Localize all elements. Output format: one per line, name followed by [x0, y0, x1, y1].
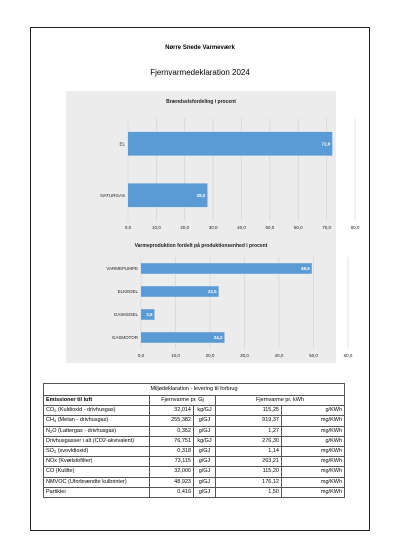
- emission-name: [44, 446, 150, 456]
- value-per-gj: 32,014: [150, 406, 194, 416]
- value-per-kwh: 919,37: [216, 416, 282, 426]
- emission-name-text: CO: [46, 407, 55, 414]
- production-chart-bar: [141, 332, 224, 343]
- emission-name: [44, 467, 150, 477]
- production-chart-tick-label: 30,0: [240, 353, 249, 358]
- table-row: [44, 436, 345, 446]
- fuel-distribution-chart: [66, 91, 360, 241]
- value-per-gj: 32,000: [150, 467, 194, 477]
- production-chart-title: Varmeproduktion fordelt på produktionsenhed i procent: [134, 243, 268, 249]
- fuel-chart-data-label: 28,0: [196, 192, 206, 198]
- unit-per-gj: kg/GJ: [194, 436, 216, 446]
- value-per-kwh: 176,12: [216, 477, 282, 487]
- unit-per-kwh: mg/KWh: [282, 457, 345, 467]
- fuel-chart-bar: [128, 132, 332, 156]
- production-chart-category-label: ELKEDEL: [117, 289, 138, 295]
- emissions-table: [43, 383, 345, 498]
- value-per-kwh: 263,21: [216, 457, 282, 467]
- fuel-chart-title: Brændselsfordeling i procent: [166, 99, 236, 105]
- value-per-gj: 255,382: [150, 416, 194, 426]
- value-per-kwh: 276,30: [216, 436, 282, 446]
- value-per-kwh: 1,27: [216, 426, 282, 436]
- table-row: [44, 467, 345, 477]
- emission-name-subscript: 2: [53, 449, 57, 455]
- unit-per-kwh: mg/KWh: [282, 416, 345, 426]
- table-row: [44, 487, 345, 497]
- unit-per-gj: g/GJ: [194, 457, 216, 467]
- value-per-kwh: 1,14: [216, 446, 282, 456]
- value-per-kwh: 115,20: [216, 467, 282, 477]
- emission-name-subscript: 2: [49, 428, 53, 434]
- production-chart-data-label: 3,9: [146, 312, 153, 318]
- value-per-gj: 0,352: [150, 426, 194, 436]
- value-per-kwh: 115,25: [216, 406, 282, 416]
- emission-name-text-rest: O (Lattergas - drivhusgas): [52, 427, 117, 434]
- production-chart-tick-label: 60,0: [343, 353, 353, 358]
- unit-per-kwh: g/KWh: [282, 436, 345, 446]
- production-chart-bar: [141, 263, 312, 274]
- value-per-kwh: 1,50: [216, 487, 282, 497]
- emission-name-text: Partikler: [46, 488, 67, 495]
- production-chart-data-label: 24,2: [213, 335, 223, 341]
- emission-name-text: N: [46, 427, 50, 434]
- fuel-chart-tick-label: 70,0: [322, 225, 332, 230]
- production-chart-category-label: GASKEDEL: [113, 312, 138, 318]
- emission-name: [44, 487, 150, 497]
- emission-name: [44, 436, 150, 446]
- unit-per-gj: g/GJ: [194, 416, 216, 426]
- fuel-distribution-chart-svg: [66, 91, 360, 241]
- fuel-chart-category-label: NATURGAS: [100, 192, 125, 198]
- table-row: [44, 426, 345, 436]
- document-title: Fjernvarmedeklaration 2024: [150, 68, 250, 77]
- value-per-gj: 73,115: [150, 457, 194, 467]
- unit-per-gj: g/GJ: [194, 487, 216, 497]
- production-chart-data-label: 49,5: [301, 266, 310, 272]
- production-chart-tick-label: 10,0: [171, 353, 180, 358]
- production-chart-tick-label: 40,0: [274, 353, 284, 358]
- emission-name-text: NOx (Kvælstofilter): [46, 458, 93, 465]
- production-chart-tick-label: 50,0: [309, 353, 318, 358]
- table-row: [44, 457, 345, 467]
- fuel-chart-category-label: EL: [119, 141, 125, 147]
- unit-per-gj: g/GJ: [194, 426, 216, 436]
- emission-name: [44, 477, 150, 487]
- production-chart-data-label: 22,5: [207, 289, 217, 295]
- production-chart-category-label: GASMOTOR: [111, 335, 138, 341]
- emission-name: [44, 457, 150, 467]
- table-header-row: [44, 396, 345, 406]
- value-per-gj: 48,923: [150, 477, 194, 487]
- emission-name-subscript: 4: [53, 418, 57, 424]
- header-emissions: Emissioner til luft: [44, 396, 150, 406]
- unit-per-kwh: mg/KWh: [282, 467, 345, 477]
- value-per-gj: 0,416: [150, 487, 194, 497]
- unit-per-kwh: mg/KWh: [282, 477, 345, 487]
- fuel-chart-tick-label: 20,0: [180, 225, 190, 230]
- value-per-gj: 76,751: [150, 436, 194, 446]
- declaration-page: [30, 27, 370, 531]
- unit-per-kwh: mg/KWh: [282, 426, 345, 436]
- production-chart-category-label: VARMEPUMPE: [106, 266, 138, 272]
- fuel-chart-tick-label: 60,0: [293, 225, 303, 230]
- unit-per-gj: g/GJ: [194, 446, 216, 456]
- unit-per-kwh: g/KWh: [282, 406, 345, 416]
- header-per-gj: Fjernvarme pr. Gj: [150, 396, 216, 406]
- unit-per-gj: g/GJ: [194, 467, 216, 477]
- emission-name-text-rest: (Metan - drivhusgas): [56, 417, 109, 424]
- fuel-chart-tick-label: 10,0: [151, 225, 161, 230]
- fuel-chart-bar: [128, 183, 207, 207]
- header-per-kwh: Fjernvarme pr. kWh: [216, 396, 345, 406]
- emission-name-text: NMVOC (Uforbrændte kulbrinter): [46, 478, 127, 485]
- fuel-chart-data-label: 72,0: [321, 141, 331, 147]
- fuel-chart-tick-label: 80,0: [350, 225, 360, 230]
- table-row: [44, 446, 345, 456]
- fuel-chart-tick-label: 50,0: [265, 225, 275, 230]
- fuel-chart-tick-label: 0,0: [124, 225, 132, 230]
- emission-name-text-rest: (Kuldioxid - drivhusgas): [56, 407, 116, 414]
- heat-production-chart: [66, 238, 353, 363]
- emission-name-text-rest: (svovldioxid): [56, 448, 89, 455]
- emission-name: [44, 426, 150, 436]
- emission-name-text: SO: [46, 448, 54, 455]
- table-row: [44, 416, 345, 426]
- emission-name: [44, 406, 150, 416]
- production-chart-tick-label: 0,0: [137, 353, 145, 358]
- production-chart-tick-label: 20,0: [205, 353, 215, 358]
- table-caption-row: [44, 384, 345, 396]
- emission-name-text: Drivhusgasser i alt (CO2-akvivalent): [46, 437, 135, 444]
- emission-name-text: CO (Kulilte): [46, 468, 75, 475]
- unit-per-gj: g/GJ: [194, 477, 216, 487]
- company-name: Nørre Snede Varmeværk: [165, 45, 235, 51]
- heat-production-chart-svg: [66, 238, 353, 363]
- emission-name-text: CH: [46, 417, 54, 424]
- unit-per-kwh: mg/KWh: [282, 487, 345, 497]
- unit-per-gj: kg/GJ: [194, 406, 216, 416]
- emission-name-subscript: 2: [54, 408, 57, 414]
- emissions-table-wrap: [43, 383, 344, 498]
- table-row: [44, 406, 345, 416]
- unit-per-kwh: mg/KWh: [282, 446, 345, 456]
- fuel-chart-tick-label: 40,0: [237, 225, 246, 230]
- emission-name: [44, 416, 150, 426]
- table-row: [44, 477, 345, 487]
- fuel-chart-tick-label: 30,0: [208, 225, 218, 230]
- value-per-gj: 0,318: [150, 446, 194, 456]
- table-caption: Miljødeklaration - levering til forbrug: [44, 384, 345, 396]
